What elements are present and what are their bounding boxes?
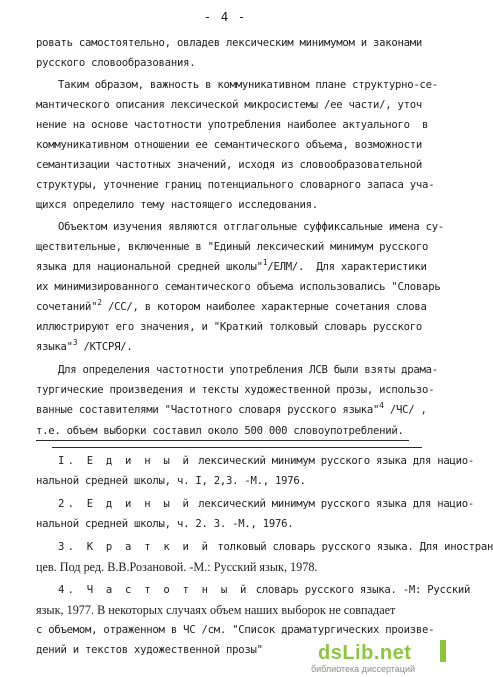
footnote-line bbox=[58, 497, 474, 511]
watermark-logo-ds: ds bbox=[318, 642, 343, 664]
footnote-mark: 4 bbox=[379, 401, 384, 410]
footnote-line: нальной средней школы, ч. I, 2,3. -М., 1976. bbox=[36, 475, 306, 487]
text-line: русского словообразования. bbox=[36, 57, 196, 69]
footnote-line: нальной средней школы, ч. 2. 3. -М., 1976. bbox=[36, 518, 294, 530]
text-fragment: /ЕЛМ/. Для характеристики bbox=[267, 261, 427, 273]
text-line: щихся определило тему настоящего исследования. bbox=[36, 199, 318, 211]
footnote-separator bbox=[52, 447, 422, 448]
text-line: их минимизированного семантического объема использовались "Словарь bbox=[36, 281, 441, 293]
text-line: иллюстрируют его значения, и "Краткий толковый словарь русского bbox=[36, 321, 423, 333]
text-line bbox=[36, 300, 427, 314]
footnote-mark: 3 bbox=[72, 338, 78, 347]
footnote-line: дений и текстов художественной прозы" bbox=[36, 644, 263, 656]
text-line: семантизации частотных значений, исходя из словообразовательной bbox=[36, 159, 423, 171]
text-line bbox=[36, 340, 133, 354]
text-fragment: лексический минимум русского языка для нацио- bbox=[198, 455, 474, 467]
text-line bbox=[36, 260, 427, 274]
text-fragment: /СС/, в котором наиболее характерные сочетания слова bbox=[101, 301, 427, 313]
footnote-mark: 2 bbox=[97, 298, 102, 307]
text-fragment: /ЧС/ , bbox=[383, 404, 427, 416]
footnote-heading: I. Е д и н ы й bbox=[58, 455, 193, 467]
footnote-line bbox=[58, 540, 493, 554]
watermark-tagline: библиотека диссертаций bbox=[311, 664, 416, 674]
text-line: Для определения частотности употребления ЛСВ были взяты драма- bbox=[58, 364, 438, 376]
text-line: коммуникативном отношении ее семантического объема, возможности bbox=[36, 139, 423, 151]
footnote-line: язык, 1977. В некоторых случаях объем наших выборок не совпадает bbox=[36, 603, 396, 617]
text-fragment: толковый словарь русского языка. Для иностран bbox=[217, 541, 493, 553]
page-number: - 4 - bbox=[203, 9, 247, 24]
footnote-line bbox=[58, 454, 474, 468]
text-fragment: языка" bbox=[36, 341, 73, 353]
text-line bbox=[36, 403, 427, 417]
text-fragment: ванные составителями "Частотного словаря русского языка" bbox=[36, 404, 380, 416]
footnote-heading: 2. Е д и н ы й bbox=[58, 498, 193, 510]
footnote-mark: 1 bbox=[262, 258, 268, 267]
text-line: т.е. объем выборки составил около 500 000 словоупотреблений. bbox=[36, 425, 404, 437]
footnote-line bbox=[58, 583, 470, 597]
underline bbox=[36, 440, 409, 441]
footnote-line: цев. Под ред. В.В.Розановой. -М.: Русский язык, 1978. bbox=[36, 560, 318, 574]
watermark-logo bbox=[318, 642, 411, 665]
text-fragment: сочетаний" bbox=[36, 301, 98, 313]
text-line: ществительные, включенные в "Единый лексический минимум русского bbox=[36, 241, 429, 253]
text-line: структуры, уточнение границ потенциального словарного запаса уча- bbox=[36, 179, 435, 191]
text-fragment: /КТСРЯ/. bbox=[77, 341, 133, 353]
footnote-heading: 3. К р а т к и й bbox=[58, 541, 212, 553]
text-fragment: словарь русского языка. -М: Русский bbox=[255, 584, 471, 596]
text-line: нение на основе частотности употребления наиболее актуального в bbox=[36, 119, 429, 131]
text-fragment: лексический минимум русского языка для нацио- bbox=[198, 498, 474, 510]
text-fragment: языка для национальной средней школы" bbox=[36, 261, 263, 273]
watermark-logo-lib: Lib bbox=[342, 642, 374, 664]
footnote-line: с объемом, отраженном в ЧС /см. "Список драматургических произве- bbox=[36, 624, 435, 636]
footnote-heading: 4. Ч а с т о т н ы й bbox=[58, 584, 250, 596]
text-line: мантического описания лексической микросистемы /ее части/, уточ bbox=[36, 99, 423, 111]
text-line: Таким образом, важность в коммуникативном плане структурно-се- bbox=[58, 79, 438, 91]
text-line: тургические произведения и тексты художественной прозы, использо- bbox=[36, 384, 435, 396]
watermark-logo-net: .net bbox=[373, 642, 412, 664]
watermark-bar-icon bbox=[440, 640, 446, 662]
text-line: Объектом изучения являются отглагольные суффиксальные имена су- bbox=[58, 221, 445, 233]
text-line: ровать самостоятельно, овладев лексическим минимумом и законами bbox=[36, 37, 423, 49]
